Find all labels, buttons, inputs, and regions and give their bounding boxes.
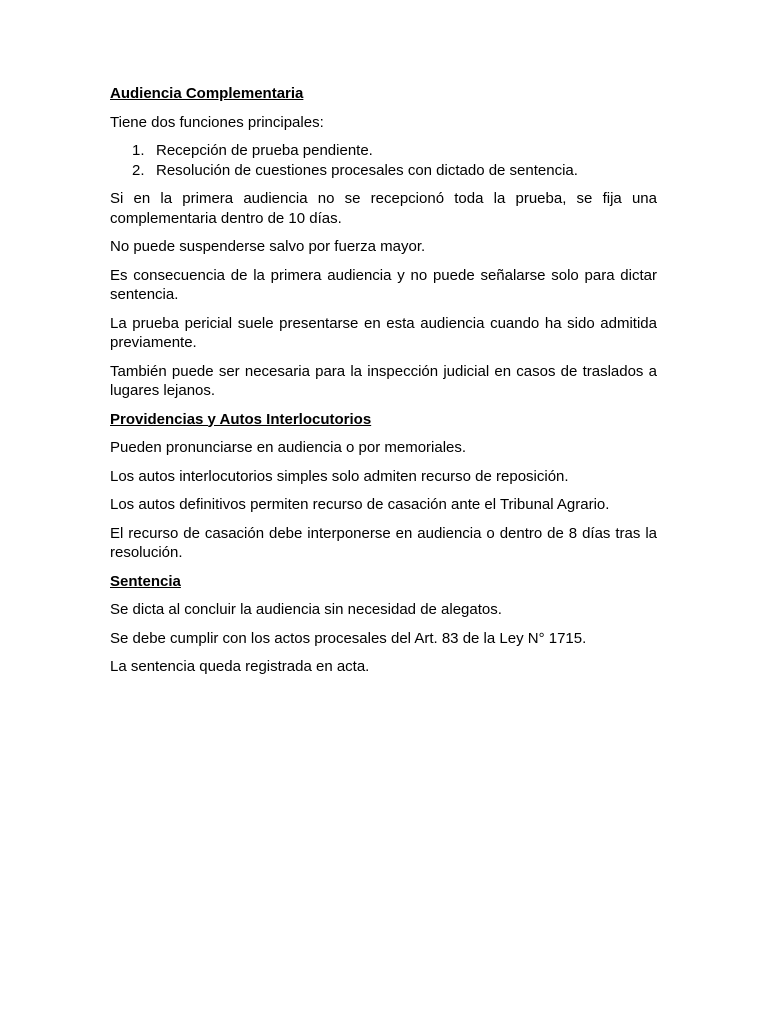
paragraph: El recurso de casación debe interponerse en audiencia o dentro de 8 días tras la resolución. (110, 524, 657, 561)
paragraph: Los autos interlocutorios simples solo admiten recurso de reposición. (110, 467, 569, 485)
paragraph: Se dicta al concluir la audiencia sin necesidad de alegatos. (110, 601, 502, 618)
section-heading: Sentencia (110, 572, 181, 590)
paragraph: No puede suspenderse salvo por fuerza mayor. (110, 238, 426, 255)
paragraph: La sentencia queda registrada en acta. (110, 658, 370, 675)
list-item-text: Resolución de cuestiones procesales con dictado de sentencia. (156, 161, 578, 179)
paragraph: Los autos definitivos permiten recurso de casación ante el Tribunal Agrario. (110, 496, 610, 513)
list-item-text: Recepción de prueba pendiente. (156, 142, 373, 159)
section-heading: Providencias y Autos Interlocutorios (110, 410, 372, 428)
paragraph: Tiene dos funciones principales: (110, 113, 324, 131)
paragraph: Pueden pronunciarse en audiencia o por memoriales. (110, 439, 467, 456)
document-page (110, 84, 657, 686)
paragraph: Si en la primera audiencia no se recepcionó toda la prueba, se fija una complementaria dentro de 10 días. (110, 190, 657, 227)
paragraph: Es consecuencia de la primera audiencia y no puede señalarse solo para dictar sentencia. (110, 266, 657, 303)
list-item (110, 141, 657, 161)
list-number: 1. (132, 142, 145, 159)
numbered-list (110, 141, 657, 180)
paragraph: La prueba pericial suele presentarse en esta audiencia cuando ha sido admitida previamente. (110, 314, 657, 351)
list-item (110, 161, 657, 181)
section-audiencia-complementaria (110, 84, 657, 401)
section-heading: Audiencia Complementaria (110, 85, 304, 102)
paragraph: También puede ser necesaria para la inspección judicial en casos de traslados a lugares lejanos. (110, 362, 657, 399)
list-number: 2. (132, 161, 145, 179)
paragraph: Se debe cumplir con los actos procesales del Art. 83 de la Ley N° 1715. (110, 629, 587, 647)
section-sentencia (110, 572, 657, 677)
section-providencias (110, 410, 657, 563)
